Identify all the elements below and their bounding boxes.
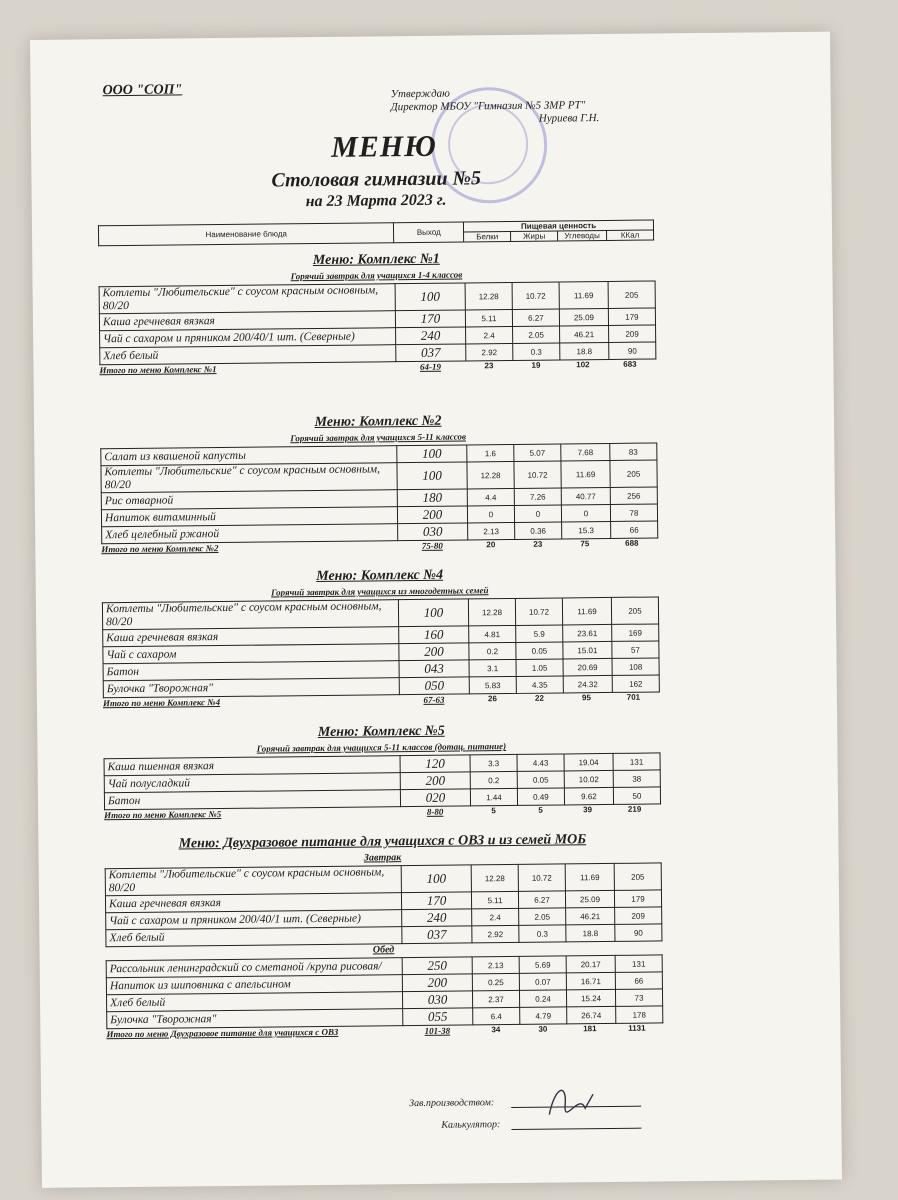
total-protein: 20 (486, 540, 496, 550)
dish-kcal: 50 (613, 787, 660, 804)
dish-carbs: 11.69 (559, 281, 608, 309)
section-title: Меню: Комплекс №1 (312, 251, 440, 269)
dish-kcal: 179 (608, 308, 655, 325)
calculator-label: Калькулятор: (441, 1119, 501, 1131)
column-output-header: Выход (394, 222, 464, 243)
total-protein: 34 (491, 1025, 501, 1035)
handwritten-signature (541, 1074, 602, 1135)
dish-output: 037 (396, 344, 466, 362)
dish-name: Булочка "Творожная" (107, 1009, 403, 1029)
dish-protein: 12.28 (467, 461, 514, 488)
dish-output: 250 (402, 957, 472, 975)
dish-kcal: 108 (612, 658, 659, 675)
dish-name: Чай с сахаром и пряником 200/40/1 шт. (Северные) (100, 328, 396, 348)
dish-protein: 2.92 (466, 343, 513, 360)
dish-carbs: 40.77 (561, 487, 610, 505)
dish-carbs: 18.8 (566, 924, 615, 942)
dish-kcal: 83 (610, 443, 657, 460)
column-kcal-header: ККал (607, 230, 654, 240)
dish-output: 170 (401, 892, 471, 910)
total-label: Итого по меню Комплекс №1 (99, 364, 217, 376)
total-protein: 5 (491, 806, 496, 816)
dish-carbs: 46.21 (560, 325, 609, 343)
dish-output: 120 (400, 755, 470, 773)
breakfast-label: Завтрак (363, 852, 402, 864)
dish-kcal: 73 (615, 989, 662, 1006)
dish-name: Хлеб белый (106, 927, 402, 947)
total-label: Итого по меню Комплекс №5 (104, 809, 222, 821)
dish-name: Напиток витаминный (101, 507, 397, 527)
dish-kcal: 205 (614, 863, 661, 890)
approval-line: Нуриева Г.Н. (538, 112, 600, 125)
dish-output: 160 (399, 626, 469, 644)
dish-protein: 2.92 (472, 925, 519, 942)
dish-carbs: 24.32 (563, 675, 612, 693)
dish-fat: 4.79 (520, 1007, 567, 1024)
dish-output: 240 (396, 327, 466, 345)
menu-section (103, 721, 660, 822)
dish-name: Каша гречневая вязкая (99, 311, 395, 331)
dish-kcal: 179 (614, 890, 661, 907)
dish-carbs: 18.8 (560, 342, 609, 360)
dish-fat: 0.05 (517, 771, 564, 788)
dish-carbs: 25.09 (559, 308, 608, 326)
dish-protein: 3.3 (470, 754, 517, 771)
dish-carbs: 11.69 (562, 597, 611, 625)
dish-output: 240 (402, 909, 472, 927)
dish-name: Напиток из шиповника с апельсином (106, 975, 402, 995)
total-kcal: 688 (625, 538, 639, 548)
column-name-header: Наименование блюда (98, 223, 393, 246)
total-protein: 26 (487, 694, 497, 704)
dish-fat: 2.05 (513, 326, 560, 343)
dish-name: Салат из квашеной капусты (101, 446, 397, 466)
dish-protein: 0.2 (470, 771, 517, 788)
dish-kcal: 169 (612, 624, 659, 641)
dish-protein: 2.4 (472, 908, 519, 925)
section-title: Меню: Комплекс №2 (314, 413, 442, 431)
section-subtitle: Горячий завтрак для учащихся 5-11 классов (дотац. питание) (256, 741, 507, 754)
total-kcal: 1131 (628, 1023, 646, 1033)
total-output: 64-19 (419, 361, 441, 372)
dish-kcal: 205 (611, 597, 658, 624)
dish-carbs: 0 (561, 504, 610, 522)
dish-protein: 2.13 (468, 522, 515, 539)
menu-table (104, 752, 662, 810)
dish-output: 200 (400, 772, 470, 790)
column-nutrition-header: Пищевая ценность (464, 220, 654, 232)
dish-kcal: 38 (613, 770, 660, 787)
dish-carbs: 20.17 (566, 955, 615, 973)
dish-name: Батон (104, 790, 400, 810)
production-manager-label: Зав.производством: (409, 1097, 495, 1110)
dish-fat: 0.05 (516, 642, 563, 659)
dish-fat: 0.07 (519, 973, 566, 990)
dish-output: 030 (402, 991, 472, 1009)
menu-section-ovz (104, 831, 662, 1041)
dish-protein: 4.81 (469, 625, 516, 642)
dish-kcal: 131 (613, 753, 660, 770)
section-subtitle: Горячий завтрак для учащихся 1-4 классов (290, 269, 463, 282)
dish-protein: 1.44 (470, 788, 517, 805)
total-carbs: 181 (583, 1024, 597, 1034)
dish-kcal: 209 (615, 907, 662, 924)
dish-protein: 0 (467, 505, 514, 522)
column-fat-header: Жиры (511, 231, 558, 241)
dish-protein: 5.11 (465, 309, 512, 326)
dish-carbs: 11.69 (565, 863, 614, 891)
total-label: Итого по меню Комплекс №2 (101, 543, 219, 555)
dish-name: Хлеб целебный ржаной (102, 524, 398, 544)
dish-output: 020 (400, 789, 470, 807)
dish-name: Каша гречневая вязкая (105, 893, 401, 913)
dish-fat: 0.3 (513, 343, 560, 360)
dish-protein: 12.28 (468, 598, 515, 625)
lunch-label: Обед (372, 944, 395, 956)
dish-protein: 5.83 (469, 676, 516, 693)
total-output: 67-63 (423, 694, 445, 705)
dish-output: 180 (397, 489, 467, 507)
dish-kcal: 66 (615, 972, 662, 989)
dish-carbs: 15.3 (562, 521, 611, 539)
total-kcal: 701 (626, 692, 641, 702)
dish-carbs: 26.74 (567, 1006, 616, 1024)
dish-kcal: 78 (610, 504, 657, 521)
total-fat: 19 (531, 360, 541, 370)
dish-name: Котлеты "Любительские" с соусом красным основным, 80/20 (102, 600, 398, 630)
total-fat: 23 (533, 539, 543, 549)
dish-fat: 7.26 (514, 488, 561, 505)
dish-name: Каша гречневая вязкая (103, 627, 399, 647)
dish-kcal: 205 (608, 281, 655, 308)
dish-kcal: 131 (615, 955, 662, 972)
dish-output: 200 (397, 506, 467, 524)
dish-carbs: 9.62 (564, 787, 613, 805)
section-subtitle: Горячий завтрак для учащихся 5-11 классов (290, 431, 467, 444)
dish-kcal: 162 (612, 675, 659, 692)
dish-kcal: 205 (610, 460, 657, 487)
approval-line: Директор МБОУ "Гимназия №5 ЗМР РТ" (390, 99, 586, 114)
dish-output: 037 (402, 926, 472, 944)
menu-date: на 23 Марта 2023 г. (305, 191, 447, 211)
dish-fat: 5.07 (514, 444, 561, 461)
dish-output: 100 (398, 599, 468, 627)
dish-output: 030 (398, 523, 468, 541)
dish-name: Котлеты "Любительские" с соусом красным основным, 80/20 (99, 284, 395, 314)
column-protein-header: Белки (464, 231, 511, 241)
dish-protein: 3.1 (469, 659, 516, 676)
dish-protein: 1.6 (467, 444, 514, 461)
dish-kcal: 90 (609, 342, 656, 359)
dish-carbs: 10.02 (564, 770, 613, 788)
dish-name: Батон (103, 661, 399, 681)
section-title: Меню: Комплекс №5 (317, 723, 445, 741)
organization-name: ООО "СОП" (102, 82, 183, 99)
total-output: 75-80 (421, 540, 443, 551)
dish-output: 055 (403, 1008, 473, 1026)
total-fat: 5 (538, 805, 543, 815)
dish-fat: 6.27 (518, 891, 565, 908)
total-label: Итого по меню Комплекс №4 (102, 697, 221, 709)
dish-kcal: 90 (615, 924, 662, 941)
dish-carbs: 15.24 (566, 989, 615, 1007)
column-carbs-header: Углеводы (558, 230, 607, 241)
dish-protein: 2.13 (472, 956, 519, 973)
dish-output: 200 (399, 643, 469, 661)
dish-output: 050 (399, 677, 469, 695)
menu-section (100, 411, 657, 556)
dish-protein: 0.25 (472, 973, 519, 990)
dish-fat: 2.05 (519, 908, 566, 925)
section-title: Меню: Двухразовое питание для учащихся с ОВЗ и из семей МОБ (178, 832, 587, 852)
dish-protein: 6.4 (473, 1007, 520, 1024)
dish-protein: 2.4 (466, 326, 513, 343)
dish-fat: 0.24 (519, 990, 566, 1007)
dish-output: 100 (397, 462, 467, 490)
dish-kcal: 209 (609, 325, 656, 342)
dish-protein: 5.11 (471, 891, 518, 908)
dish-fat: 10.72 (514, 461, 561, 488)
dish-fat: 10.72 (512, 282, 559, 309)
column-header-table (98, 219, 654, 246)
menu-sheet (30, 32, 842, 1188)
menu-table (99, 280, 657, 365)
dish-carbs: 20.69 (563, 658, 612, 676)
total-kcal: 683 (623, 359, 637, 369)
dish-name: Чай полусладкий (104, 773, 400, 793)
menu-section (102, 565, 659, 710)
page-title: МЕНЮ (330, 129, 438, 164)
dish-carbs: 11.69 (561, 460, 610, 488)
section-subtitle: Горячий завтрак для учащихся из многодетных семей (271, 585, 489, 598)
dish-output: 043 (399, 660, 469, 678)
dish-output: 100 (395, 283, 465, 311)
dish-fat: 0.3 (519, 925, 566, 942)
approval-line: Утверждаю (390, 87, 450, 101)
dish-protein: 0.2 (469, 642, 516, 659)
total-carbs: 39 (583, 805, 593, 815)
menu-table (105, 862, 663, 947)
section-title: Меню: Комплекс №4 (316, 567, 444, 585)
dish-fat: 0 (514, 505, 561, 522)
dish-fat: 10.72 (515, 598, 562, 625)
dish-output: 100 (401, 865, 471, 893)
total-carbs: 95 (581, 693, 591, 703)
dish-name: Булочка "Творожная" (103, 678, 399, 698)
dish-fat: 5.69 (519, 956, 566, 973)
total-protein: 23 (484, 361, 494, 371)
total-carbs: 75 (580, 539, 590, 549)
dish-carbs: 19.04 (564, 753, 613, 771)
dish-fat: 4.43 (517, 754, 564, 771)
dish-fat: 6.27 (512, 309, 559, 326)
approval-block (391, 86, 600, 127)
dish-name: Чай с сахаром и пряником 200/40/1 шт. (Северные) (106, 910, 402, 930)
dish-carbs: 25.09 (565, 890, 614, 908)
dish-name: Хлеб белый (107, 992, 403, 1012)
dish-kcal: 178 (616, 1006, 663, 1023)
total-output: 8-80 (426, 806, 444, 817)
dish-fat: 4.35 (516, 676, 563, 693)
dish-fat: 1.05 (516, 659, 563, 676)
total-carbs: 102 (576, 360, 590, 370)
dish-name: Рис отварной (101, 490, 397, 510)
dish-fat: 0.49 (517, 788, 564, 805)
dish-protein: 4.4 (467, 488, 514, 505)
menu-table (106, 954, 664, 1029)
dish-protein: 12.28 (465, 282, 512, 309)
dish-carbs: 7.68 (561, 443, 610, 461)
dish-kcal: 66 (611, 521, 658, 538)
total-kcal: 219 (627, 804, 642, 814)
page-subtitle: Столовая гимназии №5 (271, 167, 482, 192)
dish-output: 100 (397, 445, 467, 463)
dish-fat: 5.9 (516, 625, 563, 642)
total-fat: 22 (534, 693, 544, 703)
dish-kcal: 256 (610, 487, 657, 504)
dish-kcal: 57 (612, 641, 659, 658)
dish-name: Рассольник ленинградский со сметаной /крупа рисовая/ (106, 958, 402, 978)
dish-carbs: 46.21 (566, 907, 615, 925)
total-label: Итого по меню Двухразовое питание для учащихся с ОВЗ (106, 1026, 339, 1040)
menu-table (102, 596, 660, 698)
dish-carbs: 23.61 (563, 624, 612, 642)
dish-fat: 10.72 (518, 864, 565, 891)
dish-carbs: 16.71 (566, 972, 615, 990)
menu-section (98, 249, 655, 377)
dish-name: Котлеты "Любительские" с соусом красным основным, 80/20 (105, 866, 401, 896)
dish-fat: 0.36 (515, 522, 562, 539)
dish-carbs: 15.01 (563, 641, 612, 659)
total-fat: 30 (538, 1024, 548, 1034)
dish-output: 200 (402, 974, 472, 992)
dish-protein: 2.37 (472, 990, 519, 1007)
dish-name: Хлеб белый (100, 345, 396, 365)
total-output: 101-38 (424, 1025, 451, 1036)
dish-output: 170 (395, 310, 465, 328)
dish-name: Котлеты "Любительские" с соусом красным основным, 80/20 (101, 463, 397, 493)
menu-table (100, 442, 658, 544)
dish-name: Каша пшенная вязкая (104, 756, 400, 776)
dish-protein: 12.28 (471, 864, 518, 891)
dish-name: Чай с сахаром (103, 644, 399, 664)
